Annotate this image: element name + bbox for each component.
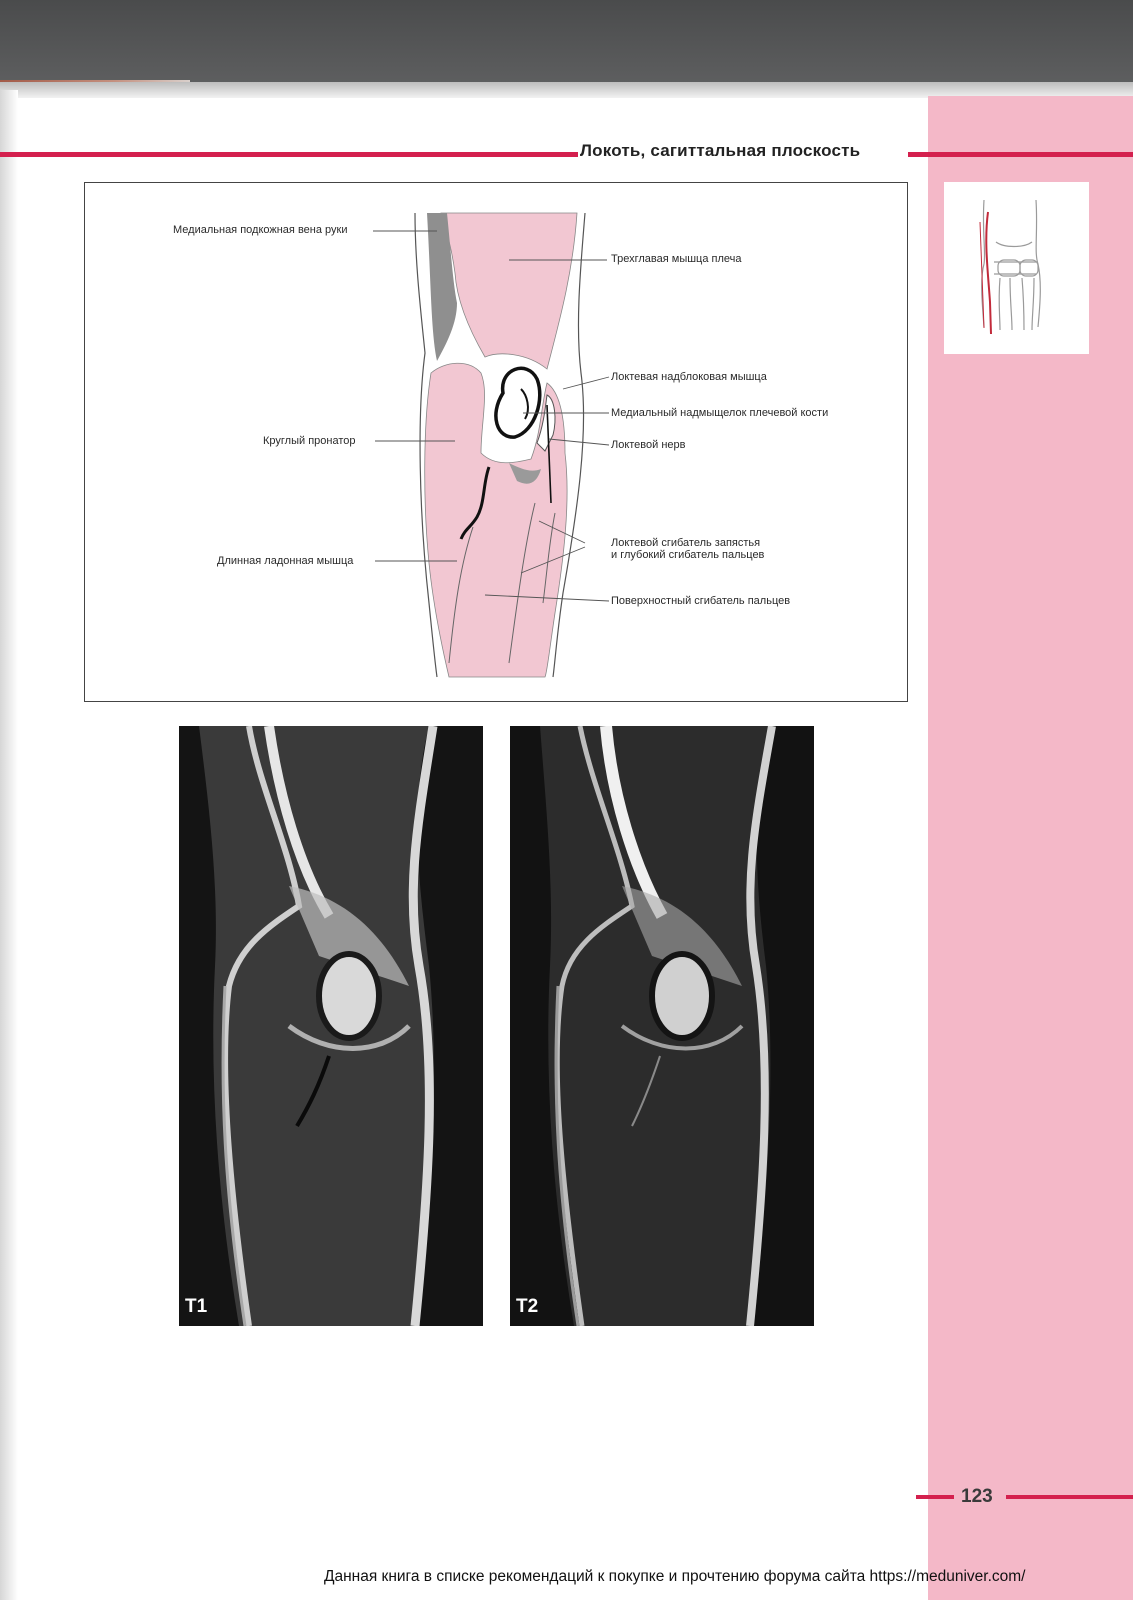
title-rule-right xyxy=(908,152,1133,157)
scan-top-bar xyxy=(0,0,1133,82)
label-flexor-line2: и глубокий сгибатель пальцев xyxy=(611,549,765,561)
label-superficial-flexor: Поверхностный сгибатель пальцев xyxy=(611,595,791,607)
label-ulnar-nerve: Локтевой нерв xyxy=(611,439,686,451)
footer-watermark: Данная книга в списке рекомендаций к покупке и прочтению форума сайта https://meduniver.com/ xyxy=(324,1568,1026,1585)
mri-t1-image xyxy=(179,726,483,1326)
label-triceps: Трехглавая мышца плеча xyxy=(611,253,742,265)
page-number-rule-right xyxy=(1006,1495,1133,1499)
label-medial-epicondyle: Медиальный надмыщелок плечевой кости xyxy=(611,407,829,419)
label-flexor-line1: Локтевой сгибатель запястья xyxy=(611,537,761,549)
mri-t2-image xyxy=(510,726,814,1326)
label-pronator-teres: Круглый пронатор xyxy=(263,435,356,447)
orientation-thumbnail xyxy=(944,182,1089,354)
mri-t2-tag: T2 xyxy=(516,1296,539,1317)
label-basilic-vein: Медиальная подкожная вена руки xyxy=(173,224,348,236)
page-gutter-shadow xyxy=(0,90,18,1600)
anatomy-diagram xyxy=(84,182,908,702)
title-rule-left xyxy=(0,152,578,157)
page-title: Локоть, сагиттальная плоскость xyxy=(580,141,861,160)
mri-t1-tag: T1 xyxy=(185,1296,208,1317)
page-number: 123 xyxy=(961,1486,993,1507)
label-palmaris-longus: Длинная ладонная мышца xyxy=(217,555,354,567)
label-anconeus: Локтевая надблоковая мышца xyxy=(611,371,767,383)
page-number-rule-left xyxy=(916,1495,954,1499)
